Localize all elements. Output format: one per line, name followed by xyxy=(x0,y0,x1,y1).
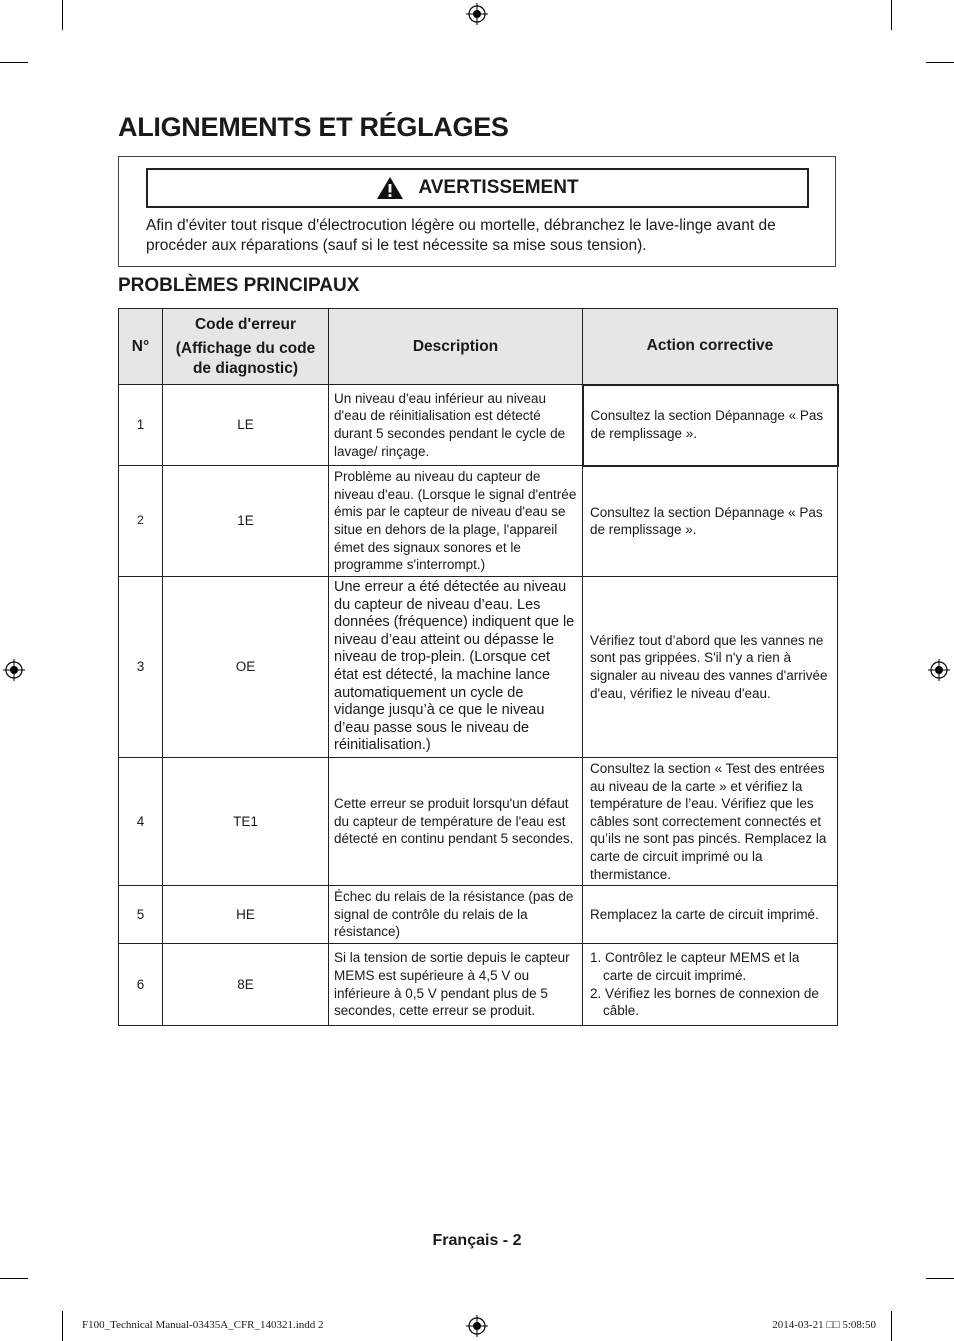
registration-mark-icon xyxy=(466,3,488,25)
warning-text: Afin d'éviter tout risque d'électrocution légère ou mortelle, débranchez le lave-linge avant de procéder aux réparations (sauf si le test nécessite sa mise sous tension). xyxy=(146,217,776,254)
crop-mark xyxy=(0,62,28,63)
header-number: N° xyxy=(119,309,163,385)
row-error-code: OE xyxy=(163,577,329,758)
row-number: 6 xyxy=(119,944,163,1026)
crop-mark xyxy=(926,1278,954,1279)
action-list-item: 2. Vérifiez les bornes de connexion de câble. xyxy=(590,985,819,1019)
row-description: Problème au niveau du capteur de niveau d'eau. (Lorsque le signal d'entrée émis par le capteur de niveau d'eau se situe en dehors de la plage, l'appareil émet des signaux sonores et le programme s'interrompt.) xyxy=(329,466,583,577)
row-action: Consultez la section « Test des entrées au niveau de la carte » et vérifiez la température de l’eau. Vérifiez que les câbles sont correctement connectés et qu’ils ne sont pas pincés. Remplacez la carte de circuit imprimé ou la thermistance. xyxy=(583,757,838,885)
row-description: Si la tension de sortie depuis le capteur MEMS est supérieure à 4,5 V ou inférieure à 0,5 V pendant plus de 5 secondes, cette erreur se produit. xyxy=(329,944,583,1026)
crop-mark xyxy=(926,62,954,63)
header-error-code xyxy=(163,309,329,385)
warning-triangle-icon xyxy=(376,176,404,200)
print-slug-file: F100_Technical Manual-03435A_CFR_140321.indd 2 xyxy=(82,1319,324,1331)
crop-mark xyxy=(891,0,892,30)
crop-mark xyxy=(891,1311,892,1341)
table-row xyxy=(119,944,838,1026)
row-error-code: TE1 xyxy=(163,757,329,885)
crop-mark xyxy=(62,0,63,30)
row-error-code: LE xyxy=(163,385,329,466)
table-row xyxy=(119,757,838,885)
action-list xyxy=(590,949,831,1019)
crop-mark xyxy=(62,1311,63,1341)
section-title: PROBLÈMES PRINCIPAUX xyxy=(118,275,360,296)
row-action: Remplacez la carte de circuit imprimé. xyxy=(583,886,838,944)
row-description: Cette erreur se produit lorsqu'un défaut du capteur de température de l'eau est détecté en continu pendant 5 secondes. xyxy=(329,757,583,885)
header-description: Description xyxy=(329,309,583,385)
error-code-table xyxy=(118,308,839,1026)
registration-mark-icon xyxy=(3,659,25,681)
print-slug-date: 2014-03-21 □□ 5:08:50 xyxy=(772,1319,876,1331)
row-error-code: HE xyxy=(163,886,329,944)
row-number: 1 xyxy=(119,385,163,466)
row-action xyxy=(583,944,838,1026)
table-row xyxy=(119,466,838,577)
row-description: Un niveau d'eau inférieur au niveau d'eau de réinitialisation est détecté durant 5 secondes pendant le cycle de lavage/ rinçage. xyxy=(329,385,583,466)
header-error-code-line2: (Affichage du code de diagnostic) xyxy=(175,339,316,377)
warning-box xyxy=(118,156,836,267)
row-action: Consultez la section Dépannage « Pas de remplissage ». xyxy=(583,466,838,577)
row-number: 4 xyxy=(119,757,163,885)
page-number-label: Français - 2 xyxy=(432,1232,522,1249)
row-number: 2 xyxy=(119,466,163,577)
row-description: Une erreur a été détectée au niveau du capteur de niveau d’eau. Les données (fréquence) indiquent que le niveau d’eau atteint ou dépasse le niveau de trop-plein. (Lorsque cet état est détecté, la machine lance automatiquement un cycle de vidange jusqu’à ce que le niveau d’eau passe sous le niveau de réinitialisation.) xyxy=(329,577,583,758)
action-list-item: 1. Contrôlez le capteur MEMS et la carte de circuit imprimé. xyxy=(590,950,800,983)
crop-mark xyxy=(0,1278,28,1279)
row-error-code: 8E xyxy=(163,944,329,1026)
row-error-code: 1E xyxy=(163,466,329,577)
row-action: Consultez la section Dépannage « Pas de remplissage ». xyxy=(583,385,838,466)
warning-label: AVERTISSEMENT xyxy=(418,177,579,198)
table-row xyxy=(119,577,838,758)
registration-mark-icon xyxy=(928,659,950,681)
table-header-row xyxy=(119,309,838,385)
table-row xyxy=(119,886,838,944)
registration-mark-icon xyxy=(466,1315,488,1337)
row-description: Échec du relais de la résistance (pas de signal de contrôle du relais de la résistance) xyxy=(329,886,583,944)
warning-header xyxy=(146,168,809,208)
table-row xyxy=(119,385,838,466)
row-action: Vérifiez tout d’abord que les vannes ne sont pas grippées. S'il n'y a rien à signaler au niveau des vannes d'arrivée d'eau, vérifiez le niveau d'eau. xyxy=(583,577,838,758)
row-number: 3 xyxy=(119,577,163,758)
row-number: 5 xyxy=(119,886,163,944)
page-title: ALIGNEMENTS ET RÉGLAGES xyxy=(118,112,509,142)
header-error-code-line1: Code d'erreur xyxy=(194,315,296,333)
header-action: Action corrective xyxy=(583,309,838,385)
